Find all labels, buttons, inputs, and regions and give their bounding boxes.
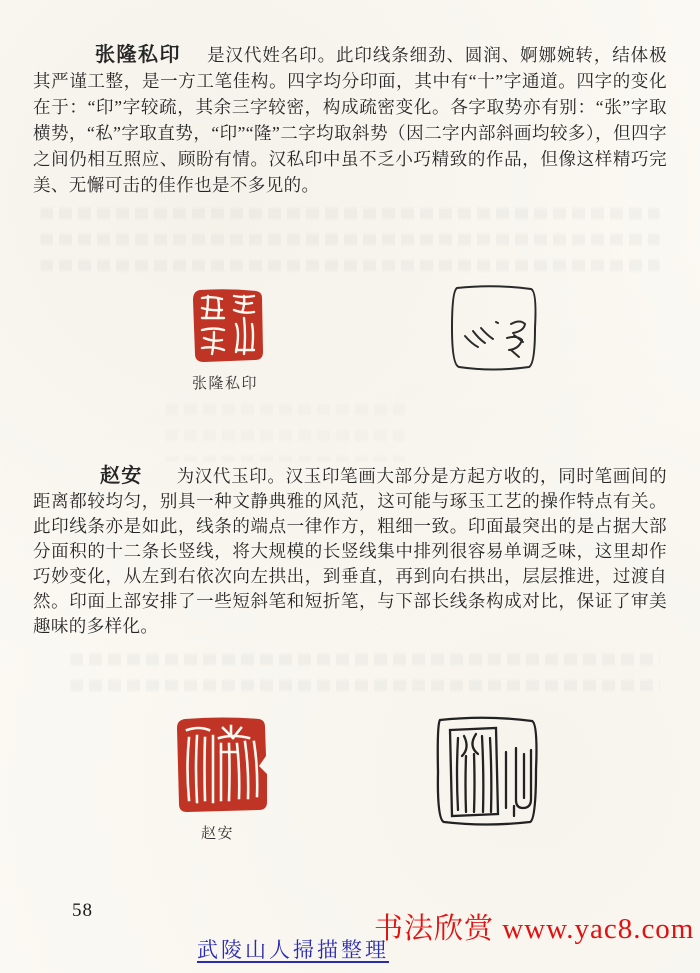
seal-analysis-sketch-1-graphic bbox=[441, 280, 545, 376]
bleed-through-text bbox=[40, 202, 660, 274]
seal-impression-zhanglongsiyin-graphic bbox=[192, 288, 264, 364]
bleed-through-seal bbox=[165, 398, 405, 462]
seal-analysis-sketch-1 bbox=[441, 280, 545, 381]
seal-impression-zhaoan-graphic bbox=[175, 716, 269, 814]
seal-analysis-sketch-2-graphic bbox=[424, 708, 550, 836]
section-zhaoan-body: 为汉代玉印。汉玉印笔画大部分是方起方收的，同时笔画间的距离都较均匀，别具一种文静典雅的风范，这可能与琢玉工艺的操作特点有关。此印线条亦是如此，线条的端点一律作方，粗细一致。印面最突出的是占据大部分面积的十二条长竖线，将大规模的长竖线集中排列很容易单调乏味，这里却作巧妙变化，从左到右依次向左拱出，到垂直，再到向右拱出，层层推进，过渡自然。印面上部安排了一些短斜笔和短折笔，与下部长线条构成对比，保证了审美趣味的多样化。 bbox=[33, 466, 667, 636]
section-zhaoan-paragraph bbox=[33, 464, 667, 639]
page-number: 58 bbox=[72, 900, 93, 921]
seal-impression-zhaoan bbox=[175, 716, 269, 819]
watermark-yac8: 书法欣赏 www.yac8.com bbox=[374, 913, 695, 945]
seal-impression-zhanglongsiyin bbox=[192, 288, 264, 369]
seal-caption-zhaoan: 赵安 bbox=[201, 826, 235, 842]
section-zhaoan-heading: 赵安 bbox=[100, 465, 143, 487]
bleed-through-text-2 bbox=[70, 648, 660, 692]
seal-analysis-sketch-2 bbox=[424, 708, 550, 841]
watermark-scanner-credit: 武陵山人掃描整理 bbox=[197, 938, 389, 962]
seal-caption-zhanglongsiyin: 张隆私印 bbox=[192, 376, 259, 392]
section-zhanglong-paragraph bbox=[33, 42, 667, 198]
section-zhanglong-heading: 张隆私印 bbox=[95, 44, 182, 66]
section-zhanglong-body: 是汉代姓名印。此印线条细劲、圆润、婀娜婉转，结体极其严谨工整，是一方工笔佳构。四字均分印面，其中有“十”字通道。四字的变化在于：“印”字较疏，其余三字较密，构成疏密变化。各字取势亦有别：“张”字取横势，“私”字取直势，“印”“隆”二字均取斜势（因二字内部斜画均较多），但四字之间仍相互照应、顾盼有情。汉私印中虽不乏小巧精致的作品，但像这样精巧完美、无懈可击的佳作也是不多见的。 bbox=[33, 45, 668, 195]
